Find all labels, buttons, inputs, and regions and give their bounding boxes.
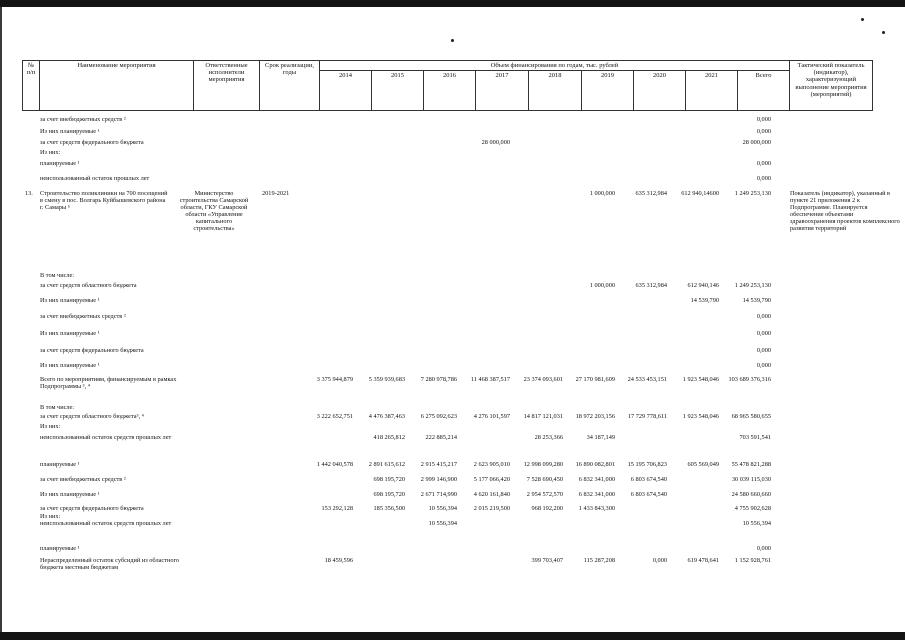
row-value: 698 195,720 (373, 491, 405, 498)
row-value: 7 528 690,450 (526, 476, 563, 483)
row-label: за счет средств федерального бюджета (40, 139, 144, 146)
header-year-3: 2017 (476, 71, 529, 111)
row-value: 2 891 615,612 (368, 461, 405, 468)
row-label: В том числе: (40, 404, 75, 411)
row-value: 0,000 (756, 313, 771, 320)
header-year-7: 2021 (686, 71, 738, 111)
row-value: 115 287,208 (583, 557, 615, 564)
row-value: 28 000,000 (742, 139, 771, 146)
header-year-6: 2020 (634, 71, 686, 111)
row-label: за счет средств федерального бюджета (40, 505, 144, 512)
row-value: 6 275 092,623 (420, 413, 457, 420)
row-value: 0,000 (756, 362, 771, 369)
total-value: 5 359 939,683 (368, 376, 405, 383)
row-label: Из них: (40, 513, 61, 520)
page-mark-dot (882, 31, 885, 34)
row-value: 698 195,720 (373, 476, 405, 483)
row-label: за счет внебюджетных средств ² (40, 476, 126, 483)
row-value: 399 703,407 (531, 557, 563, 564)
item-value: 612 940,14600 (681, 190, 719, 197)
item-value: 1 000,000 (589, 190, 615, 197)
item-value: 1 249 253,130 (734, 190, 771, 197)
row-value: 2 623 905,010 (473, 461, 510, 468)
row-value: 6 832 341,000 (578, 491, 615, 498)
row-value: 0,000 (756, 116, 771, 123)
row-value: 0,000 (756, 175, 771, 182)
row-value: 1 442 040,578 (316, 461, 353, 468)
row-value: 15 195 706,823 (627, 461, 667, 468)
row-label: Нераспределенный остаток субсидий из областного бюджета местным бюджетам (40, 557, 180, 571)
row-value: 18 972 203,156 (575, 413, 615, 420)
row-label: В том числе: (40, 272, 75, 279)
row-value: 6 803 674,540 (630, 491, 667, 498)
row-value: 6 803 674,540 (630, 476, 667, 483)
row-value: 6 832 341,000 (578, 476, 615, 483)
row-value: 0,000 (756, 160, 771, 167)
row-label: за счет внебюджетных средств ² (40, 116, 126, 123)
row-value: 2 954 572,570 (526, 491, 563, 498)
row-value: 0,000 (652, 557, 667, 564)
row-value: 1 433 843,300 (578, 505, 615, 512)
row-label: Из них планируемые ¹ (40, 330, 100, 337)
item-number: 13. (25, 190, 33, 197)
row-value: 14 539,790 (742, 297, 771, 304)
row-value: 2 015 219,500 (473, 505, 510, 512)
row-label: за счет средств федерального бюджета (40, 347, 144, 354)
header-year-0: 2014 (320, 71, 372, 111)
item-value: 635 312,984 (635, 190, 667, 197)
item-period: 2019-2021 (262, 190, 290, 197)
row-value: 0,000 (756, 347, 771, 354)
row-label: Из них планируемые ¹ (40, 128, 100, 135)
row-label: Из них планируемые ¹ (40, 491, 100, 498)
row-value: 14 539,790 (690, 297, 719, 304)
row-value: 0,000 (756, 330, 771, 337)
row-value: 10 556,394 (428, 505, 457, 512)
item-responsible: Министерство строительства Самарской области, ГКУ Самарской области «Управление капитального строительства» (179, 190, 249, 232)
row-value: 703 591,541 (739, 434, 771, 441)
row-value: 14 817 121,031 (523, 413, 563, 420)
row-value: 605 569,049 (687, 461, 719, 468)
row-value: 30 039 115,030 (731, 476, 771, 483)
left-scan-border (0, 7, 2, 632)
row-label: неиспользованный остаток средств прошлых лет (40, 520, 172, 527)
row-value: 10 556,394 (428, 520, 457, 527)
row-value: 185 356,500 (373, 505, 405, 512)
header-year-2: 2016 (424, 71, 476, 111)
row-label: за счет средств областного бюджета³, ⁴ (40, 413, 144, 420)
row-value: 5 177 066,420 (473, 476, 510, 483)
header-num: № п/п (23, 61, 40, 111)
row-value: 0,000 (756, 128, 771, 135)
row-value: 3 222 652,751 (316, 413, 353, 420)
row-value: 17 729 778,611 (627, 413, 667, 420)
row-value: 1 152 928,761 (734, 557, 771, 564)
row-value: 18 459,596 (324, 557, 353, 564)
bottom-scan-border (0, 632, 905, 640)
row-value: 2 999 146,900 (420, 476, 457, 483)
header-indicator: Тактический показатель (индикатор), характеризующий выполнение мероприятия (мероприятий) (790, 61, 873, 111)
header-year-1: 2015 (372, 71, 424, 111)
header-year-8: Всего (738, 71, 790, 111)
row-value: 55 478 821,288 (731, 461, 771, 468)
row-value: 28 253,366 (534, 434, 563, 441)
total-value: 103 689 376,316 (728, 376, 771, 383)
row-label: неиспользованный остаток прошлых лет (40, 175, 150, 182)
row-value: 635 312,984 (635, 282, 667, 289)
row-value: 24 580 660,660 (731, 491, 771, 498)
total-label: Всего по мероприятиям, финансируемым в рамках Подпрограммы ³, ⁴ (40, 376, 177, 390)
total-value: 24 533 453,151 (627, 376, 667, 383)
total-value: 1 923 548,046 (682, 376, 719, 383)
row-value: 4 276 101,597 (473, 413, 510, 420)
row-value: 4 620 161,840 (473, 491, 510, 498)
row-value: 4 476 387,463 (368, 413, 405, 420)
row-value: 68 965 580,655 (731, 413, 771, 420)
total-value: 27 170 981,609 (575, 376, 615, 383)
row-value: 10 556,394 (742, 520, 771, 527)
header-year-4: 2018 (529, 71, 582, 111)
total-value: 11 468 387,517 (470, 376, 510, 383)
row-value: 28 000,000 (481, 139, 510, 146)
header-volume: Объем финансирования по годам, тыс. рублей (320, 61, 790, 71)
row-label: планируемые ¹ (40, 545, 80, 552)
row-value: 418 265,812 (373, 434, 405, 441)
row-value: 34 187,149 (586, 434, 615, 441)
row-value: 222 885,214 (425, 434, 457, 441)
row-value: 612 940,146 (687, 282, 719, 289)
row-value: 153 292,128 (321, 505, 353, 512)
row-value: 0,000 (756, 545, 771, 552)
row-label: за счет внебюджетных средств ² (40, 313, 126, 320)
table-header (22, 60, 873, 111)
header-responsible: Ответственные исполнители мероприятия (194, 61, 260, 111)
row-value: 968 192,200 (531, 505, 563, 512)
row-label: Из них планируемые ¹ (40, 362, 100, 369)
row-label: планируемые ¹ (40, 160, 80, 167)
row-label: за счет средств областного бюджета (40, 282, 137, 289)
row-label: Из них планируемые ¹ (40, 297, 100, 304)
row-value: 4 755 902,628 (734, 505, 771, 512)
row-value: 1 249 253,130 (734, 282, 771, 289)
top-scan-border (0, 0, 905, 7)
row-value: 1 923 548,046 (682, 413, 719, 420)
header-year-5: 2019 (582, 71, 634, 111)
item-name: Строительство поликлиники на 700 посещений в смену в пос. Волгарь Куйбышевского района г. Самары ⁵ (40, 190, 168, 211)
row-value: 16 890 082,801 (575, 461, 615, 468)
header-name: Наименование мероприятия (40, 61, 194, 111)
row-value: 619 478,641 (687, 557, 719, 564)
row-label: Из них: (40, 149, 61, 156)
total-value: 3 375 944,879 (316, 376, 353, 383)
page-mark-dot (861, 18, 864, 21)
total-value: 23 374 093,601 (523, 376, 563, 383)
item-indicator: Показатель (индикатор), указанный в пункте 21 приложения 2 к Подпрограмме. Планируется обеспечение объектами здравоохранения проектов комплексного развития территорий (790, 190, 900, 232)
row-label: неиспользованный остаток средств прошлых лет (40, 434, 172, 441)
page-mark-dot (451, 39, 454, 42)
row-value: 12 998 099,280 (523, 461, 563, 468)
row-label: Из них: (40, 423, 61, 430)
row-value: 2 915 415,217 (420, 461, 457, 468)
total-value: 7 280 978,786 (420, 376, 457, 383)
row-value: 1 000,000 (589, 282, 615, 289)
row-label: планируемые ¹ (40, 461, 80, 468)
header-period: Срок реализации, годы (260, 61, 320, 111)
row-value: 2 671 714,990 (420, 491, 457, 498)
